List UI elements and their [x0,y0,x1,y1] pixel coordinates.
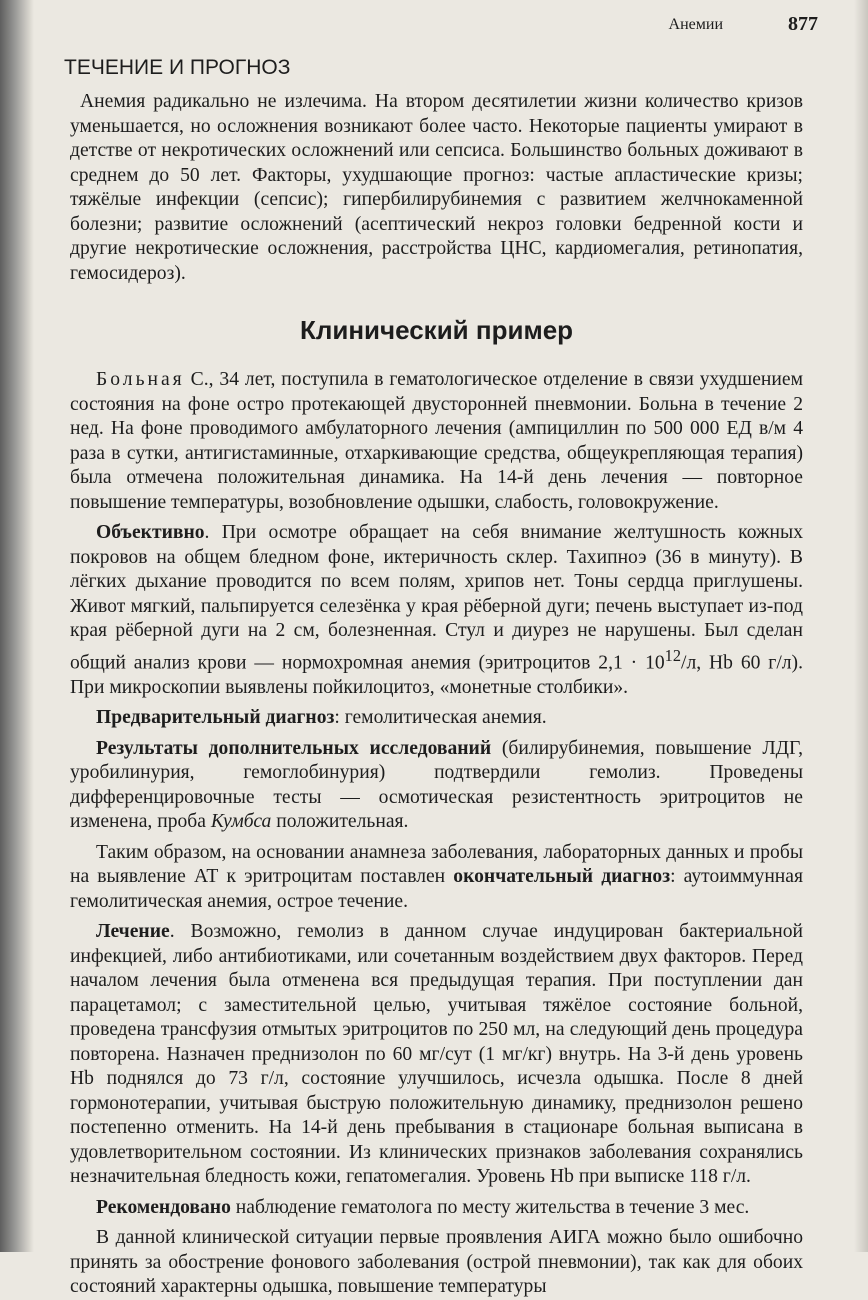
recommendation-text: наблюдение гематолога по месту жительства в течение 3 мес. [230,1196,750,1218]
conclusion-paragraph [70,841,803,915]
preliminary-diagnosis-paragraph [70,706,803,731]
preliminary-diagnosis-label: Предварительный диагноз [96,707,335,729]
recommendation-label: Рекомендовано [96,1196,231,1218]
treatment-label: Лечение [96,921,170,943]
coombs-term: Кумбса [210,811,272,833]
objective-label: Объективно [96,522,205,543]
objective-text-end: /л, Hb 60 г/л). При микроскопии выявлены пойкилоцитоз, «монетные столбики». [70,652,803,698]
conclusion-text: Таким образом, на основании анамнеза заболевания, лабораторных данных и пробы на выявление АТ к эритроцитам поставлен [70,841,803,888]
results-paragraph [70,737,803,835]
clinical-example-title: Клинический пример [299,315,574,345]
final-paragraph: В данной клинической ситуации первые проявления АИГА можно было ошибочно принять за обострение фонового заболевания (острой пневмонии), так как для обоих состояний характерны одышка, повышение температуры [70,1227,803,1298]
objective-paragraph [70,521,803,700]
anamnesis-paragraph [70,368,803,515]
treatment-text: . Возможно, гемолиз в данном случае индуцирован бактериальной инфекцией, либо антибиотиками, или сочетанным воздействием двух факторов. Перед началом лечения была отменена вся предыдущая терапия. При поступлении дан парацетамол; с заместительной целью, учитывая тяжёлое состояние больной, проведена трансфузия отмытых эритроцитов по 250 мл, на следующий день процедура повторена. Назначен преднизолон по 60 мг/сут (1 мг/кг) внутрь. На 3-й день уровень Hb поднялся до 73 г/л, состояние улучшилось, исчезла одышка. После 8 дней гормонотерапии, учитывая быструю положительную динамику, преднизолон решено постепенно отменить. На 14-й день пребывания в стационаре больная выписана в удовлетворительном состоянии. Из клинических признаков заболевания сохранялись незначительная бледность кожи, гепатомегалия. Уровень Hb при выписке 118 г/л. [70,921,803,1188]
section-title: ТЕЧЕНИЕ И ПРОГНОЗ [64,56,291,79]
results-text-end: положительная. [271,811,409,833]
preliminary-diagnosis-text: : гемолитическая анемия. [334,707,547,729]
page-edge-shadow [854,0,868,1252]
objective-exponent: 12 [664,645,681,665]
results-text: (билирубинемия, повышение ЛДГ, уробилинурия, гемоглобинурия) подтвердили гемолиз. Проведены дифференцировочные тесты — осмотическая резистентность эритроцитов не изменена, проба [70,737,803,833]
running-title: Анемии [668,16,723,33]
final-diagnosis-label: окончательный диагноз [453,866,671,888]
conclusion-text-end: : аутоиммунная гемолитическая анемия, острое течение. [70,866,804,912]
results-label: Результаты дополнительных исследований [96,737,492,759]
treatment-paragraph [70,920,803,1190]
prognosis-paragraph: Анемия радикально не излечима. На втором десятилетии жизни количество кризов уменьшается, но осложнения возникают более часто. Некоторые пациенты умирают в детстве от некротических осложнений или сепсиса. Большинство больных доживают в среднем до 50 лет. Факторы, ухудшающие прогноз: частые апластические кризы; тяжёлые инфекции (сепсис); гипербилирубинемия с развитием желчнокаменной болезни; развитие осложнений (асептический некроз головки бедренной кости и другие некротические осложнения, расстройства ЦНС, кардиомегалия, ретинопатия, гемосидероз). [70,91,803,284]
page-number: 877 [788,13,818,35]
recommendation-paragraph [70,1196,803,1221]
patient-label: Больная [96,369,185,390]
anamnesis-text: С., 34 лет, поступила в гематологическое отделение в связи ухудшением состояния на фоне остро протекающей двусторонней пневмонии. Больна в течение 2 нед. На фоне проводимого амбулаторного лечения (ампициллин по 500 000 ЕД в/м 4 раза в сутки, антигистаминные, отхаркивающие средства, общеукрепляющая терапия) была отмечена положительная динамика. На 14-й день лечения — повторное повышение температуры, возобновление одышки, слабость, головокружение. [70,369,803,513]
page-binding-shadow [0,0,34,1252]
page-content [64,54,804,1300]
objective-text: . При осмотре обращает на себя внимание желтушность кожных покровов на общем бледном фоне, иктеричность склер. Тахипноэ (36 в минуту). В лёгких дыхание проводится по всем полям, хрипов нет. Тоны сердца приглушены. Живот мягкий, пальпируется селезёнка у края рёберной дуги; печень выступает из-под края рёберной дуги на 2 см, болезненная. Стул и диурез не нарушены. Был сделан общий анализ крови — нормохромная анемия (эритроцитов 2,1 · 10 [70,522,803,674]
page-header [60,12,818,36]
